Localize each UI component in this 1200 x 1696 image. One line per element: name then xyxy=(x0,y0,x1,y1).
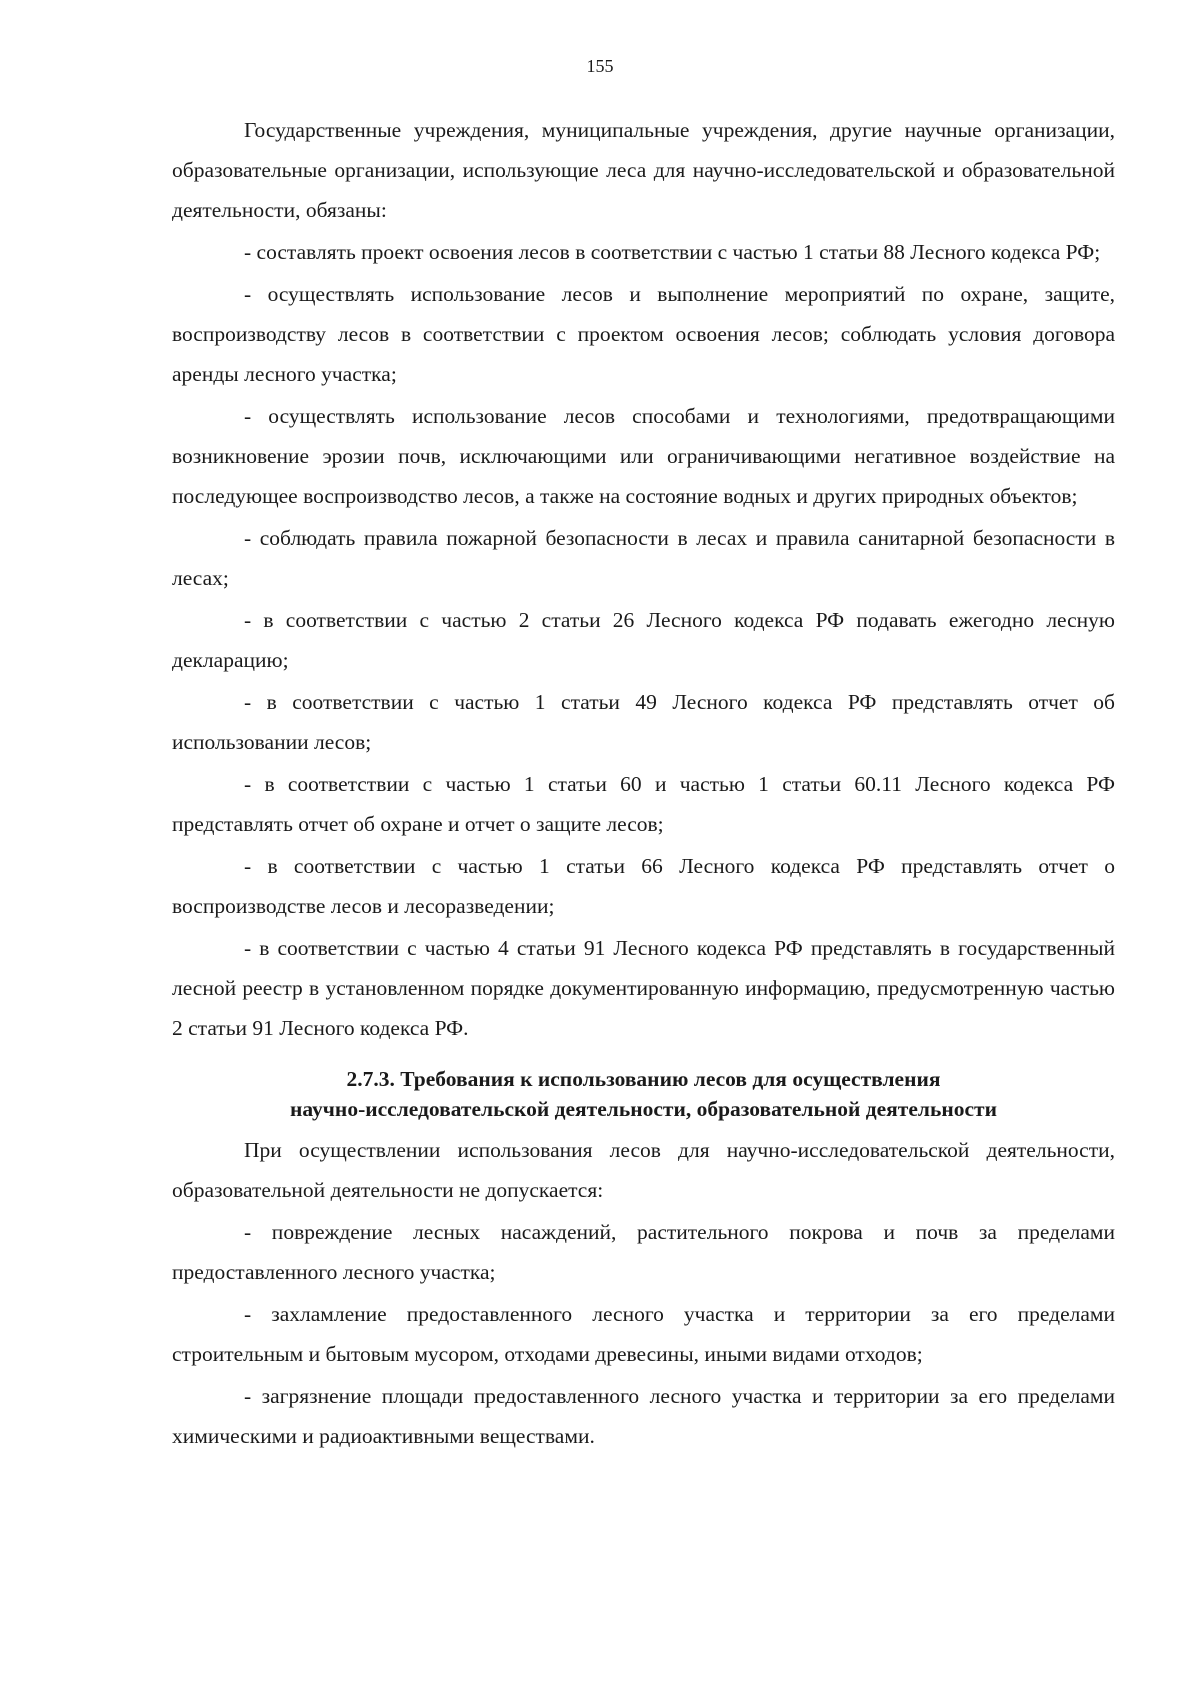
list-item: - загрязнение площади предоставленного лесного участка и территории за его пределами химическими и радиоактивными веществами. xyxy=(172,1384,1115,1448)
section-heading-line-2: научно-исследовательской деятельности, образовательной деятельности xyxy=(290,1097,997,1121)
list-item: - в соответствии с частью 1 статьи 66 Лесного кодекса РФ представлять отчет о воспроизводстве лесов и лесоразведении; xyxy=(172,854,1115,918)
list-item: - повреждение лесных насаждений, растительного покрова и почв за пределами предоставленного лесного участка; xyxy=(172,1220,1115,1284)
list-item: - осуществлять использование лесов способами и технологиями, предотвращающими возникновение эрозии почв, исключающими или ограничивающими негативное воздействие на последующее воспроизводство лесов, а также на состояние водных и других природных объектов; xyxy=(172,404,1115,508)
list-item: - соблюдать правила пожарной безопасности в лесах и правила санитарной безопасности в лесах; xyxy=(172,526,1115,590)
document-body xyxy=(172,110,1115,1458)
list-item: - осуществлять использование лесов и выполнение мероприятий по охране, защите, воспроизводству лесов в соответствии с проектом освоения лесов; соблюдать условия договора аренды лесного участка; xyxy=(172,282,1115,386)
list-item: - составлять проект освоения лесов в соответствии с частью 1 статьи 88 Лесного кодекса РФ; xyxy=(244,240,1101,264)
paragraph: При осуществлении использования лесов для научно-исследовательской деятельности, образовательной деятельности не допускается: xyxy=(172,1138,1115,1202)
list-item: - в соответствии с частью 1 статьи 60 и частью 1 статьи 60.11 Лесного кодекса РФ представлять отчет об охране и отчет о защите лесов; xyxy=(172,772,1115,836)
section-heading xyxy=(172,1064,1115,1124)
list-item: - в соответствии с частью 2 статьи 26 Лесного кодекса РФ подавать ежегодно лесную декларацию; xyxy=(172,608,1115,672)
paragraph: Государственные учреждения, муниципальные учреждения, другие научные организации, образовательные организации, использующие леса для научно-исследовательской и образовательной деятельности, обязаны: xyxy=(172,118,1115,222)
page-number: 155 xyxy=(586,56,614,76)
list-item: - захламление предоставленного лесного участка и территории за его пределами строительным и бытовым мусором, отходами древесины, иными видами отходов; xyxy=(172,1302,1115,1366)
list-item: - в соответствии с частью 1 статьи 49 Лесного кодекса РФ представлять отчет об использовании лесов; xyxy=(172,690,1115,754)
list-item: - в соответствии с частью 4 статьи 91 Лесного кодекса РФ представлять в государственный лесной реестр в установленном порядке документированную информацию, предусмотренную частью 2 статьи 91 Лесного кодекса РФ. xyxy=(172,936,1115,1040)
section-heading-line-1: 2.7.3. Требования к использованию лесов для осуществления xyxy=(346,1067,941,1091)
